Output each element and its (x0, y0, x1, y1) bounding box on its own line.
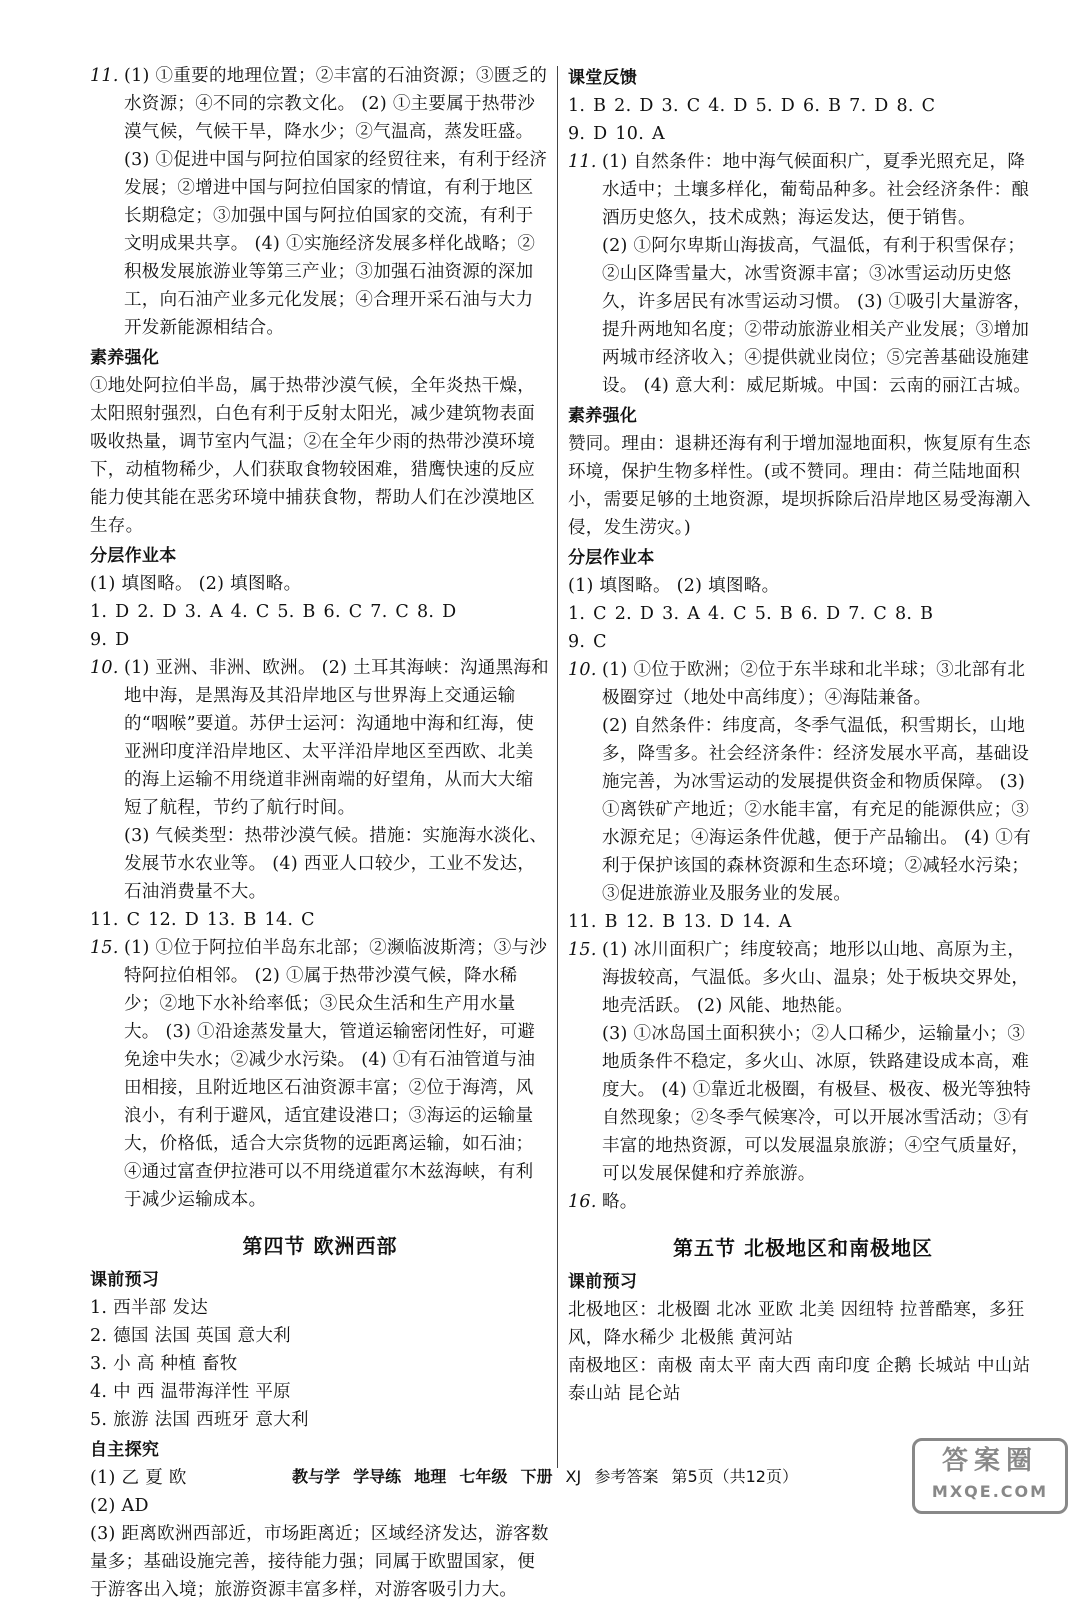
footer-series: 学导练 (353, 1467, 402, 1486)
question-11 (568, 148, 1038, 400)
question-number: 11. (90, 66, 119, 86)
suyang-text: ①地处阿拉伯半岛，属于热带沙漠气候，全年炎热干燥，太阳照射强烈，白色有利于反射太阳光，减少建筑物表面吸收热量，调节室内气温；②在全年少雨的热带沙漠环境下，动植物稀少，人们获取食物较困难，猎鹰快速的反应能力使其能在恶劣环境中捕获食物，帮助人们在沙漠地区生存。 (90, 376, 535, 536)
question-number: 10. (568, 660, 597, 680)
fill-map-line: (1) 填图略。 (2) 填图略。 (568, 576, 780, 596)
choice-answers: 1. C 2. D 3. A 4. C 5. B 6. D 7. C 8. B (568, 604, 934, 624)
watermark-title: 答案圈 (941, 1446, 1038, 1476)
section-title: 第四节 欧洲西部 (242, 1234, 398, 1258)
choice-answers: 11. B 12. B 13. D 14. A (568, 912, 792, 932)
preview-item: 3. 小 高 种植 畜牧 (90, 1354, 238, 1374)
north-pole-answers: 北极地区：北极圈 北冰 亚欧 北美 因纽特 拉普酷寒，多狂风，降水稀少 北极熊 黄河站 (568, 1300, 1025, 1348)
suyang-heading: 素养强化 (568, 406, 638, 426)
footer-brand: 教与学 (292, 1467, 341, 1486)
question-15 (90, 934, 550, 1214)
footer-grade: 七年级 (459, 1467, 508, 1486)
footer-page-number: 第5页（共12页） (671, 1467, 798, 1486)
question-answer-cont: (3) 气候类型：热带沙漠气候。措施：实施海水淡化、发展节水农业等。 (4) 西亚人口较少，工业不发达，石油消费量不大。 (124, 826, 548, 902)
preview-heading: 课前预习 (568, 1272, 638, 1292)
question-answer: (1) 自然条件：地中海气候面积广，夏季光照充足，降水适中；土壤多样化，葡萄品种多。社会经济条件：酿酒历史悠久，技术成熟；海运发达，便于销售。 (602, 152, 1030, 228)
footer-volume: 下册 (520, 1467, 553, 1486)
feedback-heading: 课堂反馈 (568, 68, 638, 88)
preview-heading: 课前预习 (90, 1270, 160, 1290)
explore-heading: 自主探究 (90, 1440, 160, 1460)
question-answer: (1) ①重要的地理位置；②丰富的石油资源；③匮乏的水资源；④不同的宗教文化。 (2) ①主要属于热带沙漠气候，气候干旱，降水少；②气温高，蒸发旺盛。 (3) ①促进中国与阿拉伯国家的经贸往来，有利于经济发展；②增进中国与阿拉伯国家的情谊，有利于地区长期稳定；③加强中国与阿拉伯国家的交流，有利于文明成果共享。 (4) ①实施经济发展多样化战略；②积极发展旅游业等第三产业；③加强石油资源的深加工，向石油产业多元化发展；④合理开采石油与大力开发新能源相结合。 (124, 66, 548, 338)
choice-answers: 1. B 2. D 3. C 4. D 5. D 6. B 7. D 8. C (568, 96, 936, 116)
question-number: 15. (568, 940, 597, 960)
explore-item: (2) AD (90, 1496, 149, 1516)
question-number: 10. (90, 658, 119, 678)
preview-item: 2. 德国 法国 英国 意大利 (90, 1326, 291, 1346)
choice-answers: 9. C (568, 632, 607, 652)
watermark-url: MXQE.COM (931, 1482, 1049, 1501)
right-column (568, 62, 1038, 1408)
choice-answers: 9. D 10. A (568, 124, 665, 144)
question-answer-cont: (2) ①阿尔卑斯山海拔高，气温低，有利于积雪保存；②山区降雪量大，冰雪资源丰富；③冰雪运动历史悠久，许多居民有冰雪运动习惯。 (3) ①吸引大量游客，提升两地知名度；②带动旅游业相关产业发展；③增加两城市经济收入；④提供就业岗位；⑤完善基础设施建设。 (4) 意大利：威尼斯城。中国：云南的丽江古城。 (602, 236, 1032, 396)
question-10 (90, 654, 550, 906)
question-11 (90, 62, 550, 342)
section-title: 第五节 北极地区和南极地区 (673, 1236, 933, 1260)
question-number: 15. (90, 938, 119, 958)
question-15 (568, 936, 1038, 1188)
footer-label: 参考答案 (594, 1467, 659, 1486)
watermark-logo (912, 1438, 1068, 1514)
explore-item: (3) 距离欧洲西部近，市场距离近；区域经济发达，游客数量多；基础设施完善，接待能力强；同属于欧盟国家，便于游客出入境；旅游资源丰富多样，对游客吸引力大。 (90, 1524, 549, 1600)
south-pole-answers: 南极地区：南极 南太平 南大西 南印度 企鹅 长城站 中山站 泰山站 昆仑站 (568, 1356, 1031, 1404)
fill-map-line: (1) 填图略。 (2) 填图略。 (90, 574, 302, 594)
column-divider (557, 66, 558, 1468)
choice-answers: 11. C 12. D 13. B 14. C (90, 910, 315, 930)
question-answer: 略。 (602, 1192, 638, 1212)
question-answer: (1) ①位于阿拉伯半岛东北部；②濒临波斯湾；③与沙特阿拉伯相邻。 (2) ①属于热带沙漠气候，降水稀少；②地下水补给率低；③民众生活和生产用水量大。 (3) ①沿途蒸发量大，管道运输密闭性好，可避免途中失水；②减少水污染。 (4) ①有石油管道与油田相接，且附近地区石油资源丰富；②位于海湾，风浪小，有利于避风，适宜建设港口；③海运的运输量大，价格低，适合大宗货物的远距离运输，如石油；④通过富查伊拉港可以不用绕道霍尔木兹海峡，有利于减少运输成本。 (124, 938, 548, 1210)
explore-item: (1) 乙 夏 欧 (90, 1468, 187, 1488)
choice-answers: 9. D (90, 630, 130, 650)
preview-item: 5. 旅游 法国 西班牙 意大利 (90, 1410, 309, 1430)
question-answer: (1) 冰川面积广；纬度较高；地形以山地、高原为主，海拔较高，气温低。多火山、温泉；处于板块交界处，地壳活跃。 (2) 风能、地热能。 (602, 940, 1030, 1016)
question-16 (568, 1188, 1038, 1216)
preview-item: 1. 西半部 发达 (90, 1298, 209, 1318)
fenceng-heading: 分层作业本 (90, 546, 177, 566)
question-answer: (1) ①位于欧洲；②位于东半球和北半球；③北部有北极圈穿过（地处中高纬度）；④海陆兼备。 (602, 660, 1026, 708)
question-answer-cont: (3) ①冰岛国土面积狭小；②人口稀少，运输量小；③地质条件不稳定，多火山、冰原，铁路建设成本高，难度大。 (4) ①靠近北极圈，有极昼、极夜、极光等独特自然现象；②冬季气候寒冷，可以开展冰雪活动；③有丰富的地热资源，可以发展温泉旅游；④空气质量好，可以发展保健和疗养旅游。 (602, 1024, 1032, 1184)
fenceng-heading: 分层作业本 (568, 548, 655, 568)
footer-subject: 地理 (414, 1467, 447, 1486)
preview-item: 4. 中 西 温带海洋性 平原 (90, 1382, 291, 1402)
suyang-heading: 素养强化 (90, 348, 160, 368)
choice-answers: 1. D 2. D 3. A 4. C 5. B 6. C 7. C 8. D (90, 602, 457, 622)
suyang-text: 赞同。理由：退耕还海有利于增加湿地面积，恢复原有生态环境，保护生物多样性。(或不赞同。理由：荷兰陆地面积小，需要足够的土地资源，堤坝拆除后沿岸地区易受海潮入侵，发生涝灾。) (568, 434, 1031, 538)
question-answer: (1) 亚洲、非洲、欧洲。 (2) 土耳其海峡：沟通黑海和地中海，是黑海及其沿岸地区与世界海上交通运输的“咽喉”要道。苏伊士运河：沟通地中海和红海，使亚洲印度洋沿岸地区、太平洋沿岸地区至西欧、北美的海上运输不用绕道非洲南端的好望角，从而大大缩短了航程，节约了航行时间。 (124, 658, 549, 818)
footer-edition: XJ (565, 1467, 582, 1486)
left-column (90, 62, 553, 1604)
question-number: 16. (568, 1192, 597, 1212)
question-number: 11. (568, 152, 597, 172)
question-10 (568, 656, 1038, 908)
question-answer-cont: (2) 自然条件：纬度高，冬季气温低，积雪期长，山地多，降雪多。社会经济条件：经济发展水平高，基础设施完善，为冰雪运动的发展提供资金和物质保障。 (3) ①离铁矿产地近；②水能丰富，有充足的能源供应；③水源充足；④海运条件优越，便于产品输出。 (4) ①有利于保护该国的森林资源和生态环境；②减轻水污染；③促进旅游业及服务业的发展。 (602, 716, 1032, 904)
